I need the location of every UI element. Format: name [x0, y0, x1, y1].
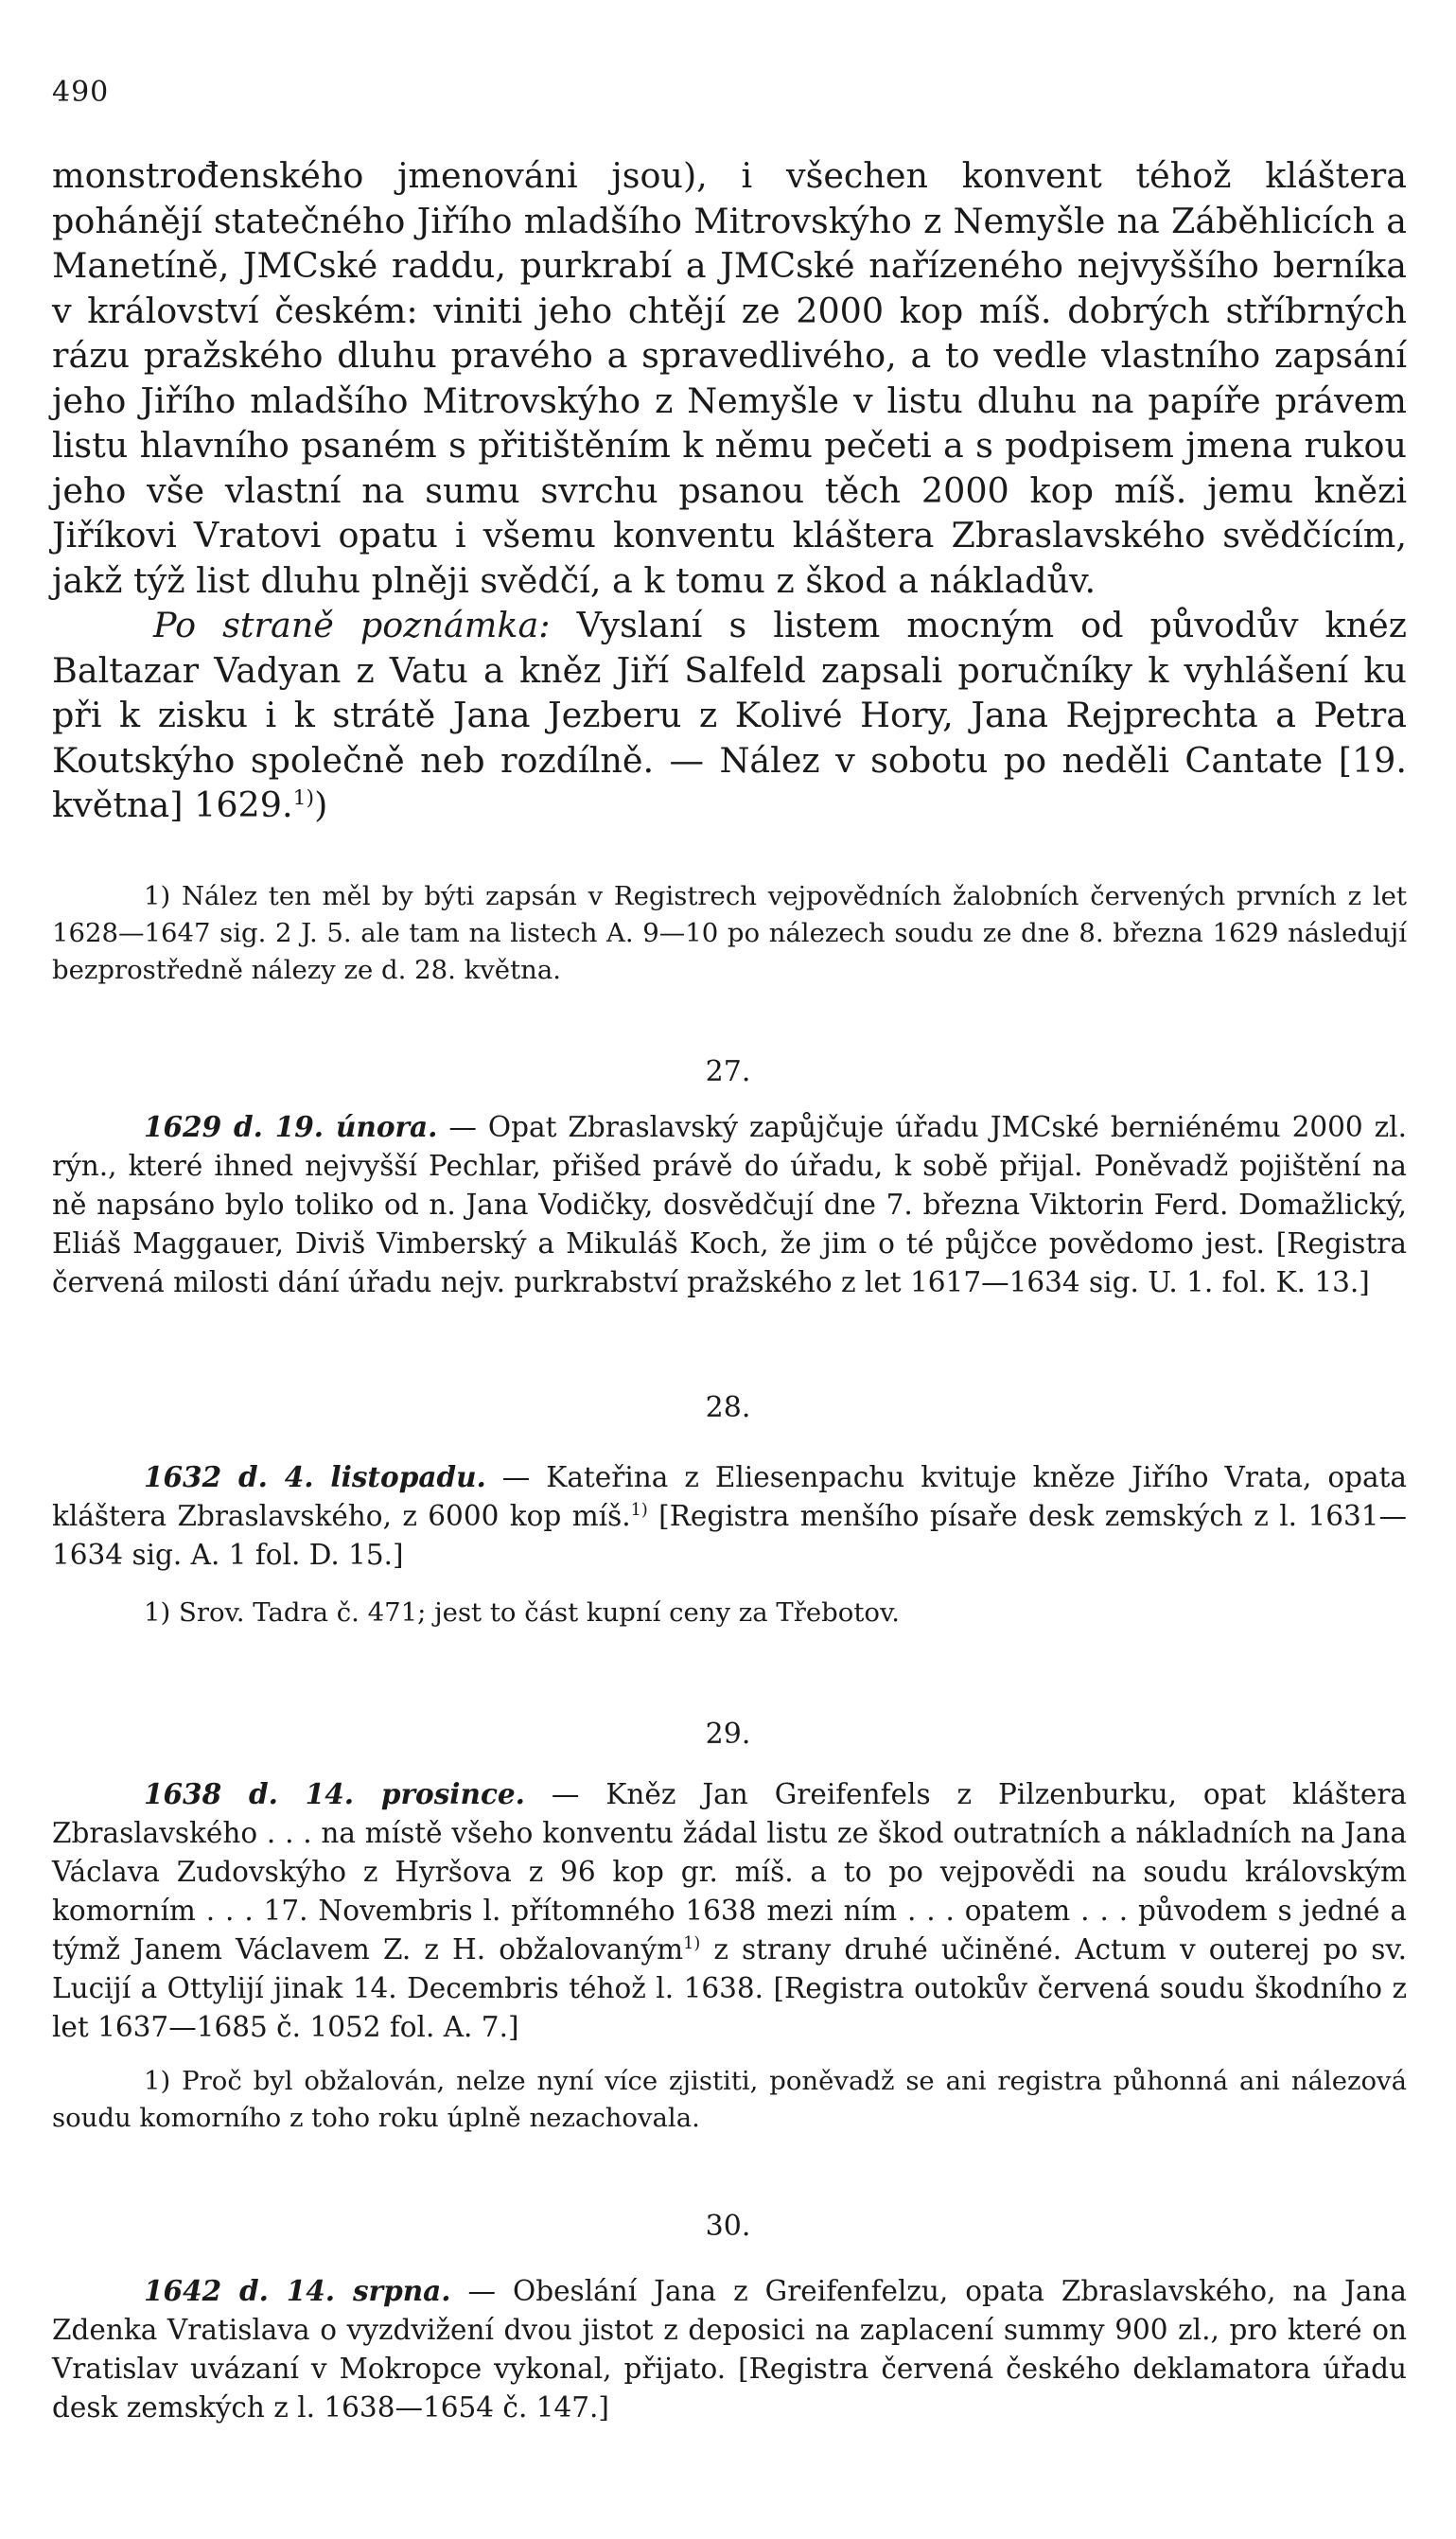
- entry-27: [52, 1107, 1407, 1302]
- footnote-marker: 1): [144, 881, 171, 911]
- entry-number-27: 27.: [705, 1055, 751, 1088]
- footnote-2: [52, 1595, 1407, 1631]
- paragraph-2-text: Vyslaní s listem mocným od původův knéz Baltazar Vadyan z Vatu a kněz Jiří Salfeld zapsali poručníky k vyhlášení ku při k zisku i k strátě Jana Jezberu z Kolivé Hory, Jana Rejprechta a Petra Koutskýho společně neb rozdílně. — Nález v sobotu po neděli Cantate [19. května] 1629.: [52, 605, 1407, 825]
- entry-29: [52, 1774, 1407, 2047]
- entry-number-29: 29.: [705, 1718, 751, 1751]
- footnote-text: Srov. Tadra č. 471; jest to část kupní ceny za Třebotov.: [170, 1597, 900, 1628]
- entry-text: — Obeslání Jana z Greifenfelzu, opata Zbraslavského, na Jana Zdenka Vratislava o vyzdvižení dvou jistot z deposici na zaplacení summy 900 zl., pro které on Vratislav uvázaní v Mokropce vykonal, přijato. [Registra červená českého deklamatora úřadu desk zemských z l. 1638—1654 č. 147.]: [52, 2275, 1407, 2424]
- footnote-1: [52, 878, 1407, 989]
- entry-text: — Opat Zbraslavský zapůjčuje úřadu JMCské berniénému 2000 zl. rýn., které ihned nejvyšší Pechlar, přišed právě do úřadu, k sobě přijal. Poněvadž pojištění na ně napsáno bylo toliko od n. Jana Vodičky, dosvědčují dne 7. března Viktorin Ferd. Domažlický, Eliáš Maggauer, Diviš Vimberský a Mikuláš Koch, že jim o té půjčce povědomo jest. [Registra červená milosti dání úřadu nejv. purkrabství pražského z let 1617—1634 sig. U. 1. fol. K. 13.]: [52, 1111, 1407, 1298]
- entry-28: [52, 1457, 1407, 1575]
- entry-number-30: 30.: [705, 2210, 751, 2243]
- entry-date: 1642 d. 14. srpna.: [144, 2274, 451, 2307]
- entry-date: 1638 d. 14. prosince.: [144, 1777, 525, 1810]
- entry-date: 1629 d. 19. února.: [144, 1110, 438, 1143]
- footnote-ref: 1): [630, 1501, 648, 1521]
- footnote-text: Proč byl obžalován, nelze nyní více zjistiti, poněvadž se ani registra půhonná ani nálezová soudu komorního z toho roku úplně nezachovala.: [52, 2066, 1407, 2133]
- paragraph-2: Po straně poznámka: Vyslaní s listem mocným od původův knéz Baltazar Vadyan z Vatu a kněz Jiří Salfeld zapsali poručníky k vyhlášení ku při k zisku i k strátě Jana Jezberu z Kolivé Hory, Jana Rejprechta a Petra Koutskýho společně neb rozdílně. — Nález v sobotu po neděli Cantate [19. května] 1629.$^{1)}$): [52, 605, 1407, 825]
- footnote-ref: 1): [292, 785, 315, 810]
- main-text: [52, 153, 1407, 828]
- entry-number-28: 28.: [705, 1391, 751, 1424]
- entry-30: [52, 2271, 1407, 2427]
- entry-text: — Kněz Jan Greifenfels z Pilzenburku, opat kláštera Zbraslavského . . . na místě všeho konventu žádal listu ze škod outratních a nákladních na Jana Václava Zudovskýho z Hyršova z 96 kop gr. míš. a to po vejpovědi na soudu královským komorním . . . 17. Novembris l. přítomného 1638 mezi ním . . . opatem . . . původem s jedné a týmž Janem Václavem Z. z H. obžalovaným: [52, 1778, 1408, 1966]
- entry-text: — Kateřina z Eliesenpachu kvituje kněze Jiřího Vrata, opata kláštera Zbraslavského, z 6000 kop míš.: [52, 1461, 1407, 1532]
- entry-date: 1632 d. 4. listopadu.: [144, 1460, 486, 1493]
- marginal-note-label: Po straně poznámka:: [153, 605, 551, 645]
- page-number: 490: [52, 76, 110, 109]
- entry-text-after: [Registra menšího písaře desk zemských z l. 1631—1634 sig. A. 1 fol. D. 15.]: [52, 1500, 1408, 1571]
- footnote-text: Nález ten měl by býti zapsán v Registrech vejpovědních žalobních červených prvních z let 1628—1647 sig. 2 J. 5. ale tam na listech A. 9—10 po nálezech soudu ze dne 8. března 1629 následují bezprostředně nálezy ze d. 28. května.: [52, 881, 1407, 985]
- paragraph-1: monstrođenského jmenováni jsou), i všechen konvent téhož kláštera pohánějí statečného Jiřího mladšího Mitrovskýho z Nemyšle na Záběhlicích a Manetíně, JMCské raddu, purkrabí a JMCské nařízeného nejvyššího berníka v království českém: viniti jeho chtějí ze 2000 kop míš. dobrých stříbrných rázu pražského dluhu pravého a spravedlivého, a to vedle vlastního zapsání jeho Jiřího mladšího Mitrovskýho z Nemyšle v listu dluhu na papíře právem listu hlavního psaném s přitištěním k němu pečeti a s podpisem jmena rukou jeho vše vlastní na sumu svrchu psanou těch 2000 kop míš. jemu knězi Jiříkovi Vratovi opatu i všemu konventu kláštera Zbraslavského svědčícím, jakž týž list dluhu plněji svědčí, a k tomu z škod a nákladův.: [52, 155, 1407, 601]
- footnote-3: [52, 2063, 1407, 2137]
- entry-text-after: z strany druhé učiněné. Actum v outerej po sv. Lucijí a Ottylijí jinak 14. Decembris téhož l. 1638. [Registra outokův červená soudu škodního z let 1637—1685 č. 1052 fol. A. 7.]: [52, 1933, 1407, 2043]
- footnote-ref: 1): [683, 1934, 701, 1954]
- footnote-marker: 1): [144, 2066, 171, 2096]
- footnote-marker: 1): [144, 1597, 171, 1628]
